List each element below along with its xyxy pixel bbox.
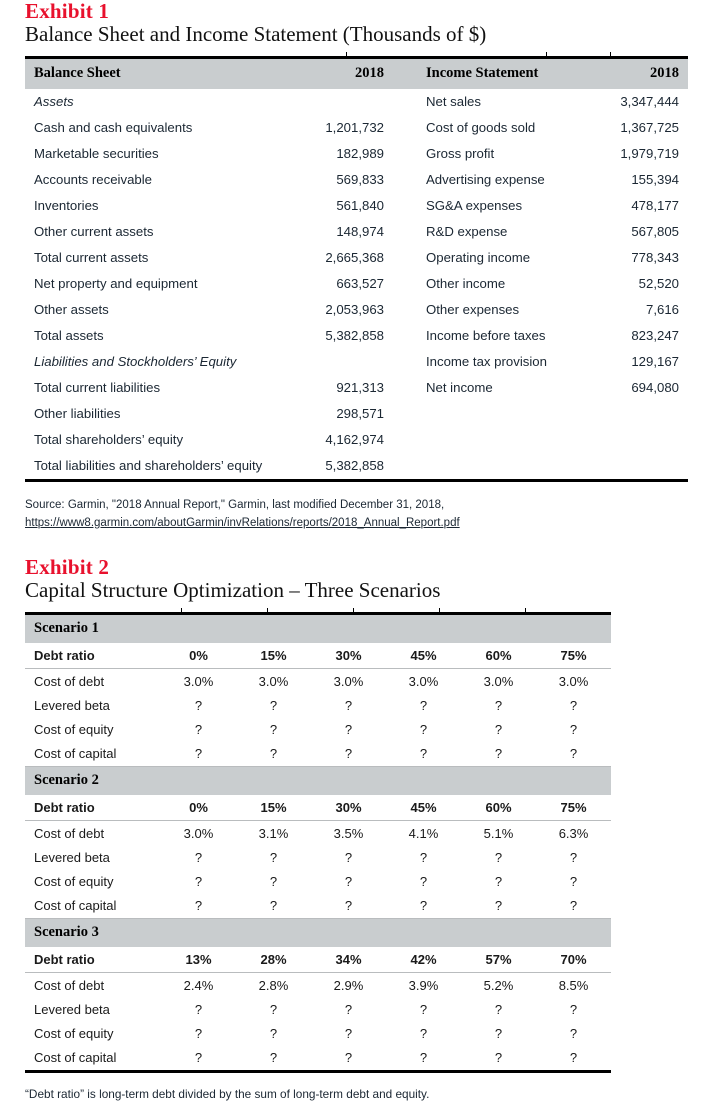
scenario-cell-value: ? <box>344 873 353 889</box>
scenario-cell-value: 42% <box>386 947 461 973</box>
scenario-cell-value: 15% <box>236 795 311 821</box>
scenario-name: Scenario 3 <box>25 919 611 948</box>
balance-sheet-item-value <box>275 89 420 115</box>
table-row <box>25 219 688 245</box>
scenario-cell-value: ? <box>461 893 536 919</box>
income-statement-item-value: 7,616 <box>645 302 679 318</box>
scenario-cell-value: ? <box>344 697 353 713</box>
income-statement-item-value: 129,167 <box>631 354 679 370</box>
scenario-cell-value: ? <box>311 741 386 767</box>
income-statement-item-value: 52,520 <box>638 276 679 292</box>
scenario-cell-value: 2.9% <box>333 977 364 993</box>
scenario-cell-value: ? <box>536 893 611 919</box>
scenario-cell-value: 3.9% <box>408 977 439 993</box>
balance-sheet-item-value: 2,053,963 <box>325 302 384 318</box>
income-statement-item-label: Cost of goods sold <box>426 120 536 136</box>
table-row <box>25 795 611 821</box>
balance-sheet-item-value: 182,989 <box>336 146 384 162</box>
scenario-header-row <box>25 614 611 644</box>
balance-sheet-item-label: Other assets <box>34 302 109 318</box>
exhibit-2-title: Capital Structure Optimization – Three Scenarios <box>25 578 441 603</box>
scenario-cell-value: ? <box>419 1049 428 1065</box>
exhibit-2-footnote: “Debt ratio” is long-term debt divided by the sum of long-term debt and equity. <box>25 1087 430 1101</box>
scenario-cell-value: 8.5% <box>558 977 589 993</box>
scenario-cell-value: ? <box>194 697 203 713</box>
income-statement-item-label: Operating income <box>426 250 531 266</box>
balance-sheet-item-label: Cash and cash equivalents <box>34 120 193 136</box>
exhibit-2-section <box>25 556 688 1101</box>
scenario-row-label: Debt ratio <box>25 947 161 973</box>
scenario-cell-value: 30% <box>311 643 386 669</box>
scenario-cell-value: ? <box>494 849 503 865</box>
scenario-cell-value: ? <box>194 1025 203 1041</box>
scenario-cell-value: 6.3% <box>558 825 589 841</box>
scenario-header-row <box>25 767 611 796</box>
balance-sheet-item-label: Net property and equipment <box>34 276 198 292</box>
scenario-row-label: Cost of capital <box>25 893 161 919</box>
balance-sheet-item-value <box>275 349 420 375</box>
income-statement-item-label <box>420 453 580 481</box>
income-statement-item-value: 3,347,444 <box>620 94 679 110</box>
table-row <box>25 643 611 669</box>
header-balance-sheet-year: 2018 <box>275 57 420 89</box>
source-citation-text: Source: Garmin, "2018 Annual Report," Garmin, last modified December 31, 2018, <box>25 498 445 511</box>
scenario-cell-value: ? <box>386 893 461 919</box>
income-statement-item-label: Advertising expense <box>426 172 545 188</box>
table-row <box>25 271 688 297</box>
balance-sheet-item-value: 663,527 <box>336 276 384 292</box>
balance-sheet-item-label: Marketable securities <box>34 146 159 162</box>
balance-sheet-item-value: 148,974 <box>336 224 384 240</box>
exhibit-2-label: Exhibit 2 <box>25 555 110 580</box>
table-body <box>25 614 611 1072</box>
scenario-cell-value: ? <box>494 1001 503 1017</box>
capital-structure-scenarios-table <box>25 612 611 1073</box>
scenario-row-label: Debt ratio <box>25 643 161 669</box>
scenario-cell-value: ? <box>269 1025 278 1041</box>
income-statement-item-value <box>580 427 688 453</box>
scenario-cell-value: ? <box>536 741 611 767</box>
table-header-row <box>25 57 688 89</box>
scenario-cell-value: ? <box>461 741 536 767</box>
scenario-cell-value: 3.0% <box>183 673 214 689</box>
income-statement-item-value: 1,979,719 <box>620 146 679 162</box>
scenario-cell-value: 15% <box>236 643 311 669</box>
income-statement-item-label: R&D expense <box>426 224 508 240</box>
scenario-row-label: Cost of capital <box>25 741 161 767</box>
scenario-cell-value: ? <box>419 849 428 865</box>
scenario-cell-value: ? <box>344 721 353 737</box>
income-statement-item-label: Other income <box>426 276 506 292</box>
table-row <box>25 89 688 115</box>
scenario-cell-value: ? <box>494 1049 503 1065</box>
scenario-cell-value: 3.0% <box>258 673 289 689</box>
table-row <box>25 115 688 141</box>
header-income-statement: Income Statement <box>420 57 580 89</box>
table-row <box>25 1021 611 1045</box>
scenario-name: Scenario 1 <box>25 614 611 644</box>
scenario-cell-value: 28% <box>236 947 311 973</box>
scenario-row-label: Cost of debt <box>34 977 105 993</box>
column-tick <box>546 52 547 56</box>
table-row <box>25 893 611 919</box>
income-statement-item-label <box>420 401 580 427</box>
scenario-cell-value: 60% <box>461 795 536 821</box>
scenario-cell-value: ? <box>569 849 578 865</box>
income-statement-item-value: 1,367,725 <box>620 120 679 136</box>
scenario-cell-value: ? <box>494 697 503 713</box>
header-balance-sheet: Balance Sheet <box>25 57 275 89</box>
table-row <box>25 669 611 694</box>
scenario-cell-value: 60% <box>461 643 536 669</box>
scenario-cell-value: ? <box>569 721 578 737</box>
scenario-cell-value: ? <box>344 1049 353 1065</box>
income-statement-item-label: Net sales <box>426 94 481 110</box>
scenario-cell-value: 75% <box>536 643 611 669</box>
scenario-cell-value: ? <box>194 873 203 889</box>
column-tick <box>525 608 526 612</box>
scenario-cell-value: ? <box>269 697 278 713</box>
balance-sheet-item-label: Other liabilities <box>34 406 121 422</box>
scenario-cell-value: ? <box>419 873 428 889</box>
income-statement-item-label: Net income <box>426 380 493 396</box>
scenario-cell-value: 3.0% <box>558 673 589 689</box>
balance-sheet-item-value: 4,162,974 <box>325 432 384 448</box>
scenario-cell-value: 45% <box>386 795 461 821</box>
table-row <box>25 1045 611 1072</box>
scenario-cell-value: ? <box>236 893 311 919</box>
balance-sheet-item-value: 561,840 <box>336 198 384 214</box>
scenario-cell-value: 30% <box>311 795 386 821</box>
scenario-cell-value: 2.4% <box>183 977 214 993</box>
scenario-cell-value: 2.8% <box>258 977 289 993</box>
balance-sheet-item-value: 5,382,858 <box>325 328 384 344</box>
scenario-cell-value: 3.5% <box>333 825 364 841</box>
column-tick <box>610 52 611 56</box>
scenario-cell-value: 3.0% <box>333 673 364 689</box>
income-statement-item-value <box>580 453 688 481</box>
table-row <box>25 167 688 193</box>
balance-sheet-item-label: Total shareholders’ equity <box>34 432 184 448</box>
scenario-cell-value: ? <box>494 1025 503 1041</box>
scenario-row-label: Levered beta <box>34 1001 110 1017</box>
table-row <box>25 141 688 167</box>
scenario-cell-value: 3.0% <box>483 673 514 689</box>
scenario-cell-value: ? <box>236 741 311 767</box>
balance-sheet-item-value: 298,571 <box>336 406 384 422</box>
income-statement-item-value: 823,247 <box>631 328 679 344</box>
scenario-row-label: Debt ratio <box>25 795 161 821</box>
scenario-cell-value: 0% <box>161 643 236 669</box>
scenario-cell-value: ? <box>269 873 278 889</box>
table-row <box>25 453 688 481</box>
exhibit-1-section <box>25 0 688 532</box>
income-statement-item-label: Gross profit <box>426 146 495 162</box>
exhibit-1-title: Balance Sheet and Income Statement (Thousands of $) <box>25 22 487 47</box>
table-body <box>25 89 688 481</box>
table-row <box>25 845 611 869</box>
scenario-cell-value: ? <box>569 1025 578 1041</box>
table-row <box>25 245 688 271</box>
header-income-statement-year: 2018 <box>580 57 688 89</box>
scenario-cell-value: 45% <box>386 643 461 669</box>
scenario-cell-value: ? <box>344 1025 353 1041</box>
balance-sheet-item-label: Total liabilities and shareholders’ equity <box>34 458 263 474</box>
scenario-cell-value: ? <box>344 849 353 865</box>
balance-sheet-item-label: Assets <box>34 94 74 110</box>
scenario-cell-value: 75% <box>536 795 611 821</box>
scenario-cell-value: ? <box>194 849 203 865</box>
scenario-cell-value: 70% <box>536 947 611 973</box>
table-row <box>25 869 611 893</box>
scenario-cell-value: ? <box>569 873 578 889</box>
income-statement-item-label: Other expenses <box>426 302 520 318</box>
scenario-cell-value: ? <box>569 697 578 713</box>
scenario-cell-value: 57% <box>461 947 536 973</box>
scenario-row-label: Levered beta <box>34 849 110 865</box>
balance-sheet-item-label: Total current liabilities <box>34 380 161 396</box>
scenario-cell-value: 3.1% <box>258 825 289 841</box>
scenario-row-label: Levered beta <box>34 697 110 713</box>
balance-sheet-item-label: Inventories <box>34 198 99 214</box>
income-statement-item-value: 478,177 <box>631 198 679 214</box>
balance-sheet-item-value: 2,665,368 <box>325 250 384 266</box>
table-row <box>25 401 688 427</box>
scenario-row-label: Cost of equity <box>34 873 114 889</box>
scenario-cell-value: ? <box>269 1001 278 1017</box>
scenario-name: Scenario 2 <box>25 767 611 796</box>
scenario-cell-value: ? <box>194 1001 203 1017</box>
scenario-cell-value: ? <box>194 1049 203 1065</box>
scenario-cell-value: ? <box>194 721 203 737</box>
scenario-cell-value: ? <box>494 873 503 889</box>
exhibit-1-source <box>25 497 688 533</box>
scenario-cell-value: ? <box>419 1001 428 1017</box>
table-row <box>25 297 688 323</box>
scenario-cell-value: ? <box>569 1001 578 1017</box>
scenario-row-label: Cost of equity <box>34 1025 114 1041</box>
scenario-cell-value: 13% <box>161 947 236 973</box>
balance-sheet-item-label: Accounts receivable <box>34 172 153 188</box>
scenario-cell-value: ? <box>569 1049 578 1065</box>
table-row <box>25 323 688 349</box>
income-statement-item-label <box>420 427 580 453</box>
balance-sheet-item-value: 569,833 <box>336 172 384 188</box>
balance-sheet-item-label: Total current assets <box>34 250 149 266</box>
scenario-cell-value: ? <box>419 697 428 713</box>
scenario-cell-value: ? <box>344 1001 353 1017</box>
scenario-row-label: Cost of debt <box>34 825 105 841</box>
table-row <box>25 349 688 375</box>
income-statement-item-value: 778,343 <box>631 250 679 266</box>
balance-sheet-income-statement-table <box>25 56 688 482</box>
scenario-cell-value: ? <box>269 1049 278 1065</box>
table-row <box>25 973 611 998</box>
income-statement-item-label: Income tax provision <box>426 354 547 370</box>
scenario-row-label: Cost of equity <box>34 721 114 737</box>
scenario-cell-value: ? <box>494 721 503 737</box>
table-row <box>25 193 688 219</box>
column-tick <box>353 608 354 612</box>
balance-sheet-item-label: Other current assets <box>34 224 154 240</box>
scenario-cell-value: 5.2% <box>483 977 514 993</box>
balance-sheet-item-value: 5,382,858 <box>325 458 384 474</box>
scenario-cell-value: ? <box>419 721 428 737</box>
scenario-cell-value: ? <box>311 893 386 919</box>
column-tick <box>267 608 268 612</box>
scenario-cell-value: 3.0% <box>408 673 439 689</box>
income-statement-item-value: 567,805 <box>631 224 679 240</box>
scenario-cell-value: ? <box>161 741 236 767</box>
scenario-header-row <box>25 919 611 948</box>
scenario-cell-value: 5.1% <box>483 825 514 841</box>
column-tick <box>439 608 440 612</box>
income-statement-item-value <box>580 401 688 427</box>
income-statement-item-value: 155,394 <box>631 172 679 188</box>
column-tick <box>346 52 347 56</box>
balance-sheet-item-label: Total assets <box>34 328 104 344</box>
scenario-cell-value: ? <box>386 741 461 767</box>
scenario-cell-value: 34% <box>311 947 386 973</box>
scenario-cell-value: 0% <box>161 795 236 821</box>
balance-sheet-item-value: 921,313 <box>336 380 384 396</box>
table-row <box>25 741 611 767</box>
scenario-row-label: Cost of capital <box>34 1049 117 1065</box>
table-row <box>25 947 611 973</box>
income-statement-item-value: 694,080 <box>631 380 679 396</box>
balance-sheet-item-value: 1,201,732 <box>325 120 384 136</box>
income-statement-item-label: Income before taxes <box>426 328 546 344</box>
source-url-link[interactable]: https://www8.garmin.com/aboutGarmin/invRelations/reports/2018_Annual_Report.pdf <box>25 516 460 529</box>
scenario-cell-value: ? <box>269 721 278 737</box>
column-tick <box>181 608 182 612</box>
scenario-cell-value: ? <box>161 893 236 919</box>
exhibit-1-label: Exhibit 1 <box>25 0 110 23</box>
scenario-row-label: Cost of debt <box>34 673 105 689</box>
income-statement-item-label: SG&A expenses <box>426 198 523 214</box>
scenario-cell-value: ? <box>269 849 278 865</box>
scenario-cell-value: ? <box>419 1025 428 1041</box>
scenario-cell-value: 4.1% <box>408 825 439 841</box>
table-row <box>25 375 688 401</box>
table-row <box>25 693 611 717</box>
balance-sheet-item-label: Liabilities and Stockholders’ Equity <box>34 354 237 370</box>
table-row <box>25 427 688 453</box>
table-row <box>25 821 611 846</box>
table-row <box>25 717 611 741</box>
scenario-cell-value: 3.0% <box>183 825 214 841</box>
